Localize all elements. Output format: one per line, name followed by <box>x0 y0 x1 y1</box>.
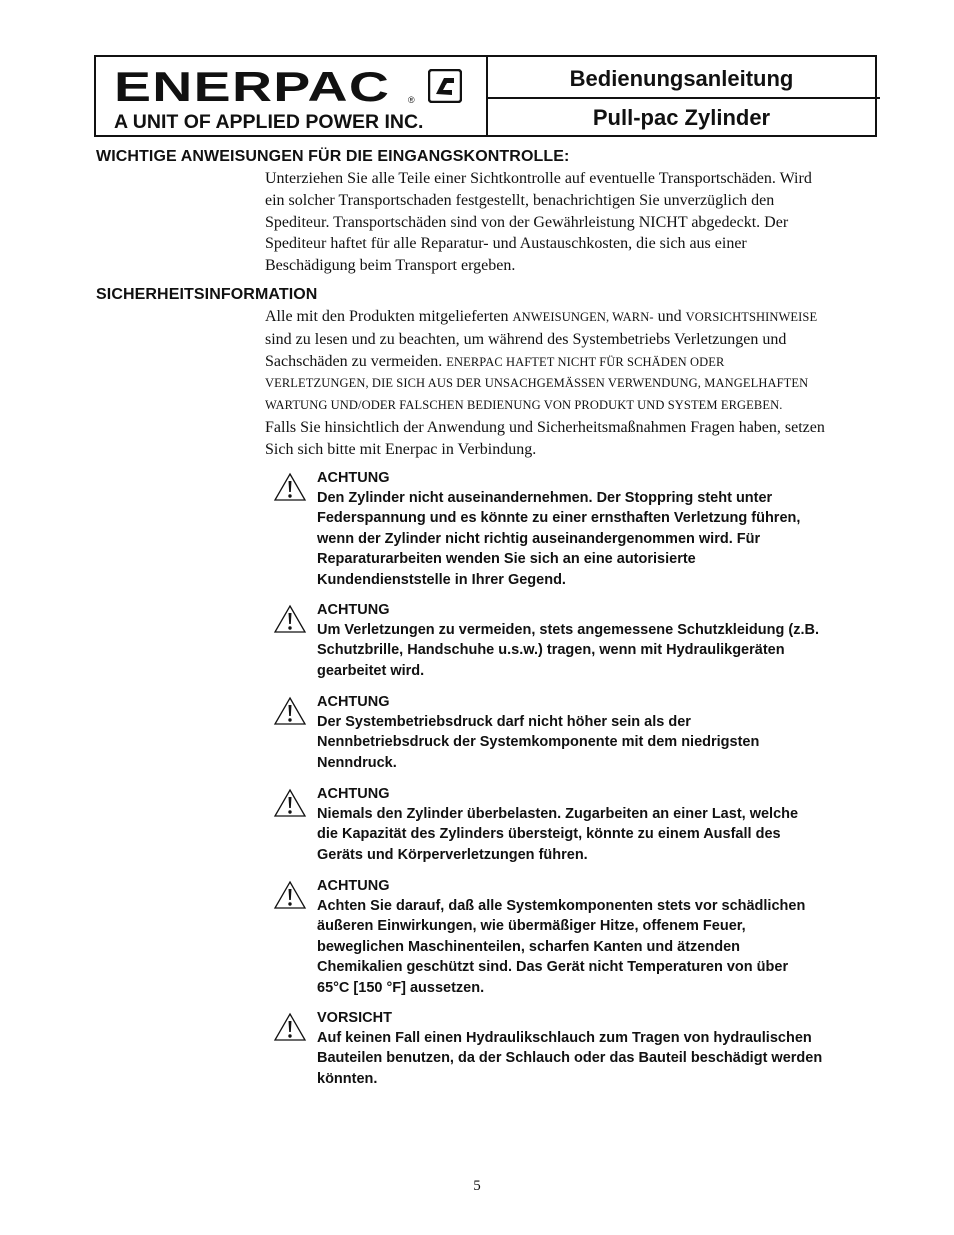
warning-title: VORSICHT <box>317 1010 392 1026</box>
warning-title: ACHTUNG <box>317 878 390 894</box>
text-run: ENERPAC HAFTET NICHT FÜR SCHÄDEN ODER <box>446 354 725 369</box>
warning-line: äußeren Einwirkungen, wie übermäßiger Hitze, offenem Feuer, <box>317 918 746 935</box>
paragraph-line <box>265 306 875 329</box>
warning-line: Den Zylinder nicht auseinandernehmen. Der Stoppring steht unter <box>317 490 773 506</box>
warning-line: wenn der Zylinder nicht richtig auseinandergenommen wird. Für <box>317 530 761 547</box>
inspection-paragraph <box>265 168 875 277</box>
paragraph-line: ein solcher Transportschaden festgestellt, benachrichtigen Sie unverzüglich den <box>265 191 775 209</box>
document-header <box>94 55 877 137</box>
paragraph-line: WARTUNG UND/ODER FALSCHEN BEDIENUNG VON PRODUKT UND SYSTEM ERGEBEN. <box>265 398 783 413</box>
page-number: 5 <box>473 1178 481 1194</box>
warning-line: Nenndruck. <box>317 754 397 771</box>
warning-line: beweglichen Maschinenteilen, scharfen Kanten und ätzenden <box>317 938 740 955</box>
section-heading-safety: SICHERHEITSINFORMATION <box>96 286 318 303</box>
warning-line: Geräts und Körperverletzungen führen. <box>317 846 588 863</box>
paragraph-line: Beschädigung beim Transport ergeben. <box>265 257 516 275</box>
brand-tagline: A UNIT OF APPLIED POWER INC. <box>114 111 424 133</box>
warning-line: Federspannung und es könnte zu einer ernsthaften Verletzung führen, <box>317 510 801 527</box>
warning-title: ACHTUNG <box>317 694 390 710</box>
warning-text <box>317 712 873 773</box>
paragraph-line: Unterziehen Sie alle Teile einer Sichtkontrolle auf eventuelle Transportschäden. Wird <box>265 170 812 187</box>
warning-text <box>317 1028 873 1089</box>
text-run: VORSICHTSHINWEISE <box>685 310 818 324</box>
warning-title: ACHTUNG <box>317 602 390 618</box>
paragraph-line: VERLETZUNGEN, DIE SICH AUS DER UNSACHGEMÄSSEN VERWENDUNG, MANGELHAFTEN <box>265 376 809 391</box>
text-run: ANWEISUNGEN, WARN- <box>512 310 654 324</box>
warning-triangle-icon <box>273 880 307 910</box>
warning-line: Niemals den Zylinder überbelasten. Zugarbeiten an einer Last, welche <box>317 806 799 822</box>
title-block <box>488 57 875 135</box>
warning-line: Um Verletzungen zu vermeiden, stets angemessene Schutzkleidung (z.B. <box>317 622 819 638</box>
warning-line: könnten. <box>317 1070 378 1087</box>
warning-line: Kundendienststelle in Ihrer Gegend. <box>317 571 566 588</box>
warning-line: Achten Sie darauf, daß alle Systemkomponenten stets vor schädlichen <box>317 898 806 914</box>
warning-triangle-icon <box>273 1012 307 1042</box>
warning-triangle-icon <box>273 472 307 502</box>
paragraph-line: Spediteur haftet für alle Reparatur- und Austauschkosten, die sich aus einer <box>265 235 747 253</box>
warning-text <box>317 804 873 865</box>
warning-line: Schutzbrille, Handschuhe u.s.w.) tragen, wenn mit Hydraulikgeräten <box>317 642 785 659</box>
document-title: Bedienungsanleitung <box>569 66 794 91</box>
warning-line: Auf keinen Fall einen Hydraulikschlauch zum Tragen von hydraulischen <box>317 1030 812 1046</box>
warning-triangle-icon <box>273 604 307 634</box>
safety-paragraph <box>265 306 875 461</box>
warning-line: Der Systembetriebsdruck darf nicht höher sein als der <box>317 714 691 730</box>
text-run: Alle mit den Produkten mitgelieferten <box>265 308 513 325</box>
warning-triangle-icon <box>273 696 307 726</box>
paragraph-line: Spediteur. Transportschäden sind von der Gewährleistung NICHT abgedeckt. Der <box>265 213 789 231</box>
warning-line: die Kapazität des Zylinders übersteigt, könnte zu einem Ausfall des <box>317 826 781 843</box>
enerpac-logo-icon <box>428 69 462 103</box>
paragraph-line: sind zu lesen und zu beachten, um während des Systembetriebs Verletzungen und <box>265 330 787 348</box>
text-run: und <box>653 308 686 325</box>
title-divider <box>488 97 880 99</box>
paragraph-line: Sich sich bitte mit Enerpac in Verbindung. <box>265 440 537 458</box>
brand-block <box>96 57 488 135</box>
warning-text <box>317 896 873 998</box>
document-subtitle: Pull-pac Zylinder <box>592 105 771 130</box>
warning-line: 65°C [150 °F] aussetzen. <box>317 979 485 996</box>
paragraph-line: Falls Sie hinsichtlich der Anwendung und Sicherheitsmaßnahmen Fragen haben, setzen <box>265 418 825 436</box>
section-heading-inspection: WICHTIGE ANWEISUNGEN FÜR DIE EINGANGSKONTROLLE: <box>96 148 570 165</box>
warning-title: ACHTUNG <box>317 470 390 486</box>
warning-line: gearbeitet wird. <box>317 662 425 679</box>
paragraph-line <box>265 351 875 374</box>
warning-title: ACHTUNG <box>317 786 390 802</box>
registered-mark: ® <box>408 95 415 105</box>
warning-line: Nennbetriebsdruck der Systemkomponente mit dem niedrigsten <box>317 734 760 751</box>
warning-line: Bauteilen benutzen, da der Schlauch oder das Bauteil beschädigt werden <box>317 1050 823 1067</box>
text-run: Sachschäden zu vermeiden. <box>265 352 447 370</box>
warning-line: Chemikalien geschützt sind. Das Gerät nicht Temperaturen von über <box>317 959 789 976</box>
warning-text <box>317 488 873 590</box>
warning-triangle-icon <box>273 788 307 818</box>
warning-line: Reparaturarbeiten wenden Sie sich an eine autorisierte <box>317 551 696 568</box>
brand-logo-text: ENERPAC <box>114 63 391 110</box>
warning-text <box>317 620 873 681</box>
